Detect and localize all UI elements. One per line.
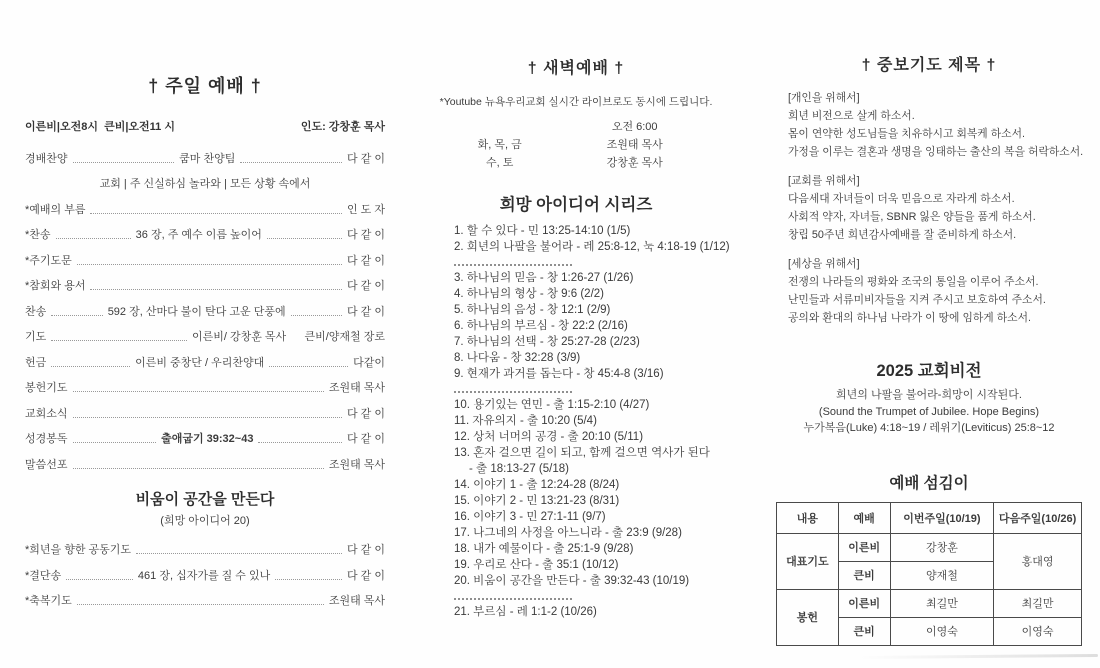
dot-leader <box>275 579 342 580</box>
vision-slogan-kr: 희년의 나팔을 불어라-희망이 시작된다. <box>836 389 1022 401</box>
cell-next-week: 이영숙 <box>994 617 1082 645</box>
dot-leader <box>77 264 342 265</box>
dot-leader <box>56 238 131 239</box>
order-who: 인 도 자 <box>347 203 385 216</box>
worship-servers-table <box>776 502 1082 646</box>
dotted-separator <box>454 255 572 270</box>
dot-leader <box>90 213 342 214</box>
series-title: 희망 아이디어 시리즈 <box>499 196 653 214</box>
series-item: 14. 이야기 1 - 출 12:24-28 (8/24) <box>454 479 620 491</box>
cell-next-week: 최길만 <box>994 589 1082 617</box>
dot-leader <box>73 442 157 443</box>
dot-leader <box>51 315 102 316</box>
dot-leader <box>73 417 342 418</box>
prayer-group-heading: [세상을 위해서] <box>788 258 860 270</box>
order-who: 다 같 이 <box>347 569 385 582</box>
order-who: 조원태 목사 <box>328 595 385 607</box>
vision-slogan-en: (Sound the Trumpet of Jubilee. Hope Begins) <box>818 405 1040 418</box>
order-label: *결단송 <box>25 569 62 582</box>
series-item: 10. 용기있는 연민 - 출 1:15-2:10 (4/27) <box>454 399 650 411</box>
col-header-next-week: 다음주일(10/26) <box>994 502 1082 533</box>
prayer-line: 몸이 연약한 성도님들을 치유하시고 회복케 하소서. <box>788 128 1026 140</box>
dawn-time: 오전 6:00 <box>611 121 658 133</box>
worship-order-list <box>25 140 385 472</box>
order-who: 다 같 이 <box>347 305 385 318</box>
col-header-service: 예배 <box>838 502 890 533</box>
series-item: 15. 이야기 2 - 민 13:21-23 (8/31) <box>454 495 620 507</box>
prayer-group-personal <box>772 89 1086 161</box>
order-who: 다 같 이 <box>347 544 385 556</box>
dawn-pastor: 조원태 목사 <box>606 139 663 151</box>
prayer-group-heading: [개인을 위해서] <box>788 92 860 104</box>
order-label: *축복기도 <box>25 595 72 607</box>
series-item: 16. 이야기 3 - 민 27:1-11 (9/7) <box>454 511 606 523</box>
dot-leader <box>73 468 324 469</box>
worship-servers-title: 예배 섬김이 <box>889 474 969 492</box>
order-row <box>25 557 385 583</box>
dawn-pastor: 강창훈 목사 <box>606 157 663 169</box>
cell-category: 봉헌 <box>777 589 839 645</box>
prayer-line: 희년 비전으로 살게 하소서. <box>788 110 915 122</box>
series-list <box>418 223 734 620</box>
series-item: 21. 부르심 - 레 1:1-2 (10/26) <box>454 606 597 618</box>
service-leader: 인도: 강창훈 목사 <box>300 121 385 133</box>
sermon-title-section <box>25 488 385 609</box>
dot-leader <box>73 162 175 163</box>
vision-title: 2025 교회비전 <box>876 362 982 380</box>
cell-this-week: 양재철 <box>890 561 994 589</box>
order-label: 기도 <box>25 331 47 343</box>
series-item-continuation: - 출 18:13-27 (5/18) <box>469 463 569 475</box>
worship-servers-section <box>772 471 1086 646</box>
order-who: 다같이 <box>353 356 385 369</box>
sermon-title: 비움이 공간을 만든다 <box>135 490 275 508</box>
closing-order-list <box>25 532 385 609</box>
intercessory-prayer-section <box>772 52 1086 646</box>
col-header-this-week: 이번주일(10/19) <box>890 502 994 533</box>
order-who: 다 같 이 <box>347 254 385 267</box>
order-detail: 592 장, 산마다 불이 탄다 고운 단풍에 <box>107 305 286 318</box>
order-who: 다 같 이 <box>347 407 385 420</box>
series-item: 4. 하나님의 형상 - 창 9:6 (2/2) <box>454 288 604 300</box>
order-who: 이른비/ 강창훈 목사 큰비/양재철 장로 <box>191 331 385 343</box>
order-detail: 이른비 중창단 / 우리찬양대 <box>135 356 265 369</box>
dot-leader <box>269 366 348 367</box>
order-label: 교회소식 <box>25 407 68 420</box>
series-item: 7. 하나님의 선택 - 창 25:27-28 (2/23) <box>454 336 640 348</box>
order-label: *희년을 향한 공동기도 <box>25 544 132 556</box>
dotted-separator <box>454 589 572 604</box>
order-label: *참회와 용서 <box>25 280 86 292</box>
dot-leader <box>267 238 342 239</box>
series-item: 18. 내가 예물이다 - 출 25:1-9 (9/28) <box>454 543 634 555</box>
prayer-line: 공의와 환대의 하나님 나라가 이 땅에 임하게 하소서. <box>788 312 1032 324</box>
dot-leader <box>90 289 342 290</box>
order-label: *찬송 <box>25 229 51 241</box>
dawn-schedule <box>441 117 711 171</box>
cell-this-week: 최길만 <box>890 589 994 617</box>
cell-service: 큰비 <box>838 561 890 589</box>
order-row <box>25 583 385 609</box>
order-row <box>25 370 385 396</box>
series-item: 11. 자유의지 - 출 10:20 (5/4) <box>454 415 597 427</box>
service-times-line <box>25 118 385 134</box>
order-detail: 36 장, 주 예수 이름 높이어 <box>135 229 262 241</box>
order-row <box>25 242 385 268</box>
dot-leader <box>77 604 324 605</box>
order-row <box>25 344 385 370</box>
dawn-schedule-row <box>441 135 711 153</box>
cell-service: 이른비 <box>838 533 890 561</box>
dot-leader <box>258 442 342 443</box>
order-row <box>25 319 385 345</box>
order-who: 다 같 이 <box>347 280 385 292</box>
prayer-line: 난민들과 서류미비자들을 지켜 주시고 보호하여 주소서. <box>788 294 1046 306</box>
service-times: 이른비|오전8시 큰비|오전11 시 <box>25 121 175 133</box>
prayer-group-church <box>772 172 1086 244</box>
order-label: *주기도문 <box>25 254 72 267</box>
series-item: 20. 비움이 공간을 만든다 - 출 39:32-43 (10/19) <box>454 575 690 587</box>
intercessory-prayer-title: † 중보기도 제목 † <box>861 57 997 74</box>
series-item: 13. 혼자 걸으면 길이 되고, 함께 걸으면 역사가 된다 <box>454 447 710 459</box>
series-item: 12. 상처 너머의 공경 - 출 20:10 (5/11) <box>454 431 644 443</box>
cell-service: 이른비 <box>838 589 890 617</box>
scripture-reading: 출애굽기 39:32~43 <box>161 433 254 445</box>
series-item: 1. 할 수 있다 - 민 13:25-14:10 (1/5) <box>454 225 631 237</box>
cell-service: 큰비 <box>838 617 890 645</box>
sunday-worship-section <box>25 72 385 608</box>
order-row <box>25 446 385 472</box>
dawn-worship-title: † 새벽예배 † <box>527 60 625 77</box>
prayer-line: 다음세대 자녀들이 더욱 믿음으로 자라게 하소서. <box>788 193 1015 205</box>
order-who: 조원태 목사 <box>328 382 385 394</box>
dot-leader <box>136 553 342 554</box>
dot-leader <box>73 391 324 392</box>
order-row <box>25 268 385 294</box>
dot-leader <box>240 162 342 163</box>
order-detail: 461 장, 십자가를 질 수 있나 <box>137 569 271 582</box>
cell-category: 대표기도 <box>777 533 839 589</box>
sunday-worship-title: † 주일 예배 † <box>148 76 262 96</box>
order-row <box>25 421 385 447</box>
order-label: 경배찬양 <box>25 152 68 165</box>
order-row <box>25 395 385 421</box>
dot-leader <box>51 340 187 341</box>
order-who: 다 같 이 <box>347 433 385 445</box>
order-label: 말씀선포 <box>25 458 68 471</box>
dot-leader <box>66 579 133 580</box>
series-item: 8. 나다움 - 창 32:28 (3/9) <box>454 352 581 364</box>
prayer-line: 창립 50주년 희년감사예배를 잘 준비하게 하소서. <box>788 229 1017 241</box>
dawn-schedule-row <box>441 153 711 171</box>
order-who: 다 같 이 <box>347 229 386 241</box>
order-label: 헌금 <box>25 356 47 369</box>
dotted-separator <box>454 382 572 397</box>
order-label: 성경봉독 <box>25 433 68 445</box>
prayer-group-world <box>772 255 1086 327</box>
series-item: 9. 현재가 과거를 돕는다 - 창 45:4-8 (3/16) <box>454 368 664 380</box>
prayer-line: 전쟁의 나라들의 평화와 조국의 통일을 이루어 주소서. <box>788 276 1039 288</box>
col-header-category: 내용 <box>777 502 839 533</box>
table-row <box>777 589 1082 617</box>
dawn-time-row <box>441 117 711 135</box>
order-label: 봉헌기도 <box>25 382 68 394</box>
order-label: 찬송 <box>25 305 47 318</box>
sermon-subtitle: (희망 아이디어 20) <box>160 514 250 527</box>
series-item: 17. 나그네의 사정을 아느니라 - 출 23:9 (9/28) <box>454 527 682 539</box>
order-row <box>25 140 385 166</box>
church-vision-section <box>772 357 1086 437</box>
cell-next-week: 홍대영 <box>994 533 1082 589</box>
prayer-group-heading: [교회를 위해서] <box>788 175 860 187</box>
dawn-worship-section <box>418 55 734 620</box>
prayer-line: 가정을 이루는 결혼과 생명을 잉태하는 출산의 복을 허락하소서. <box>788 146 1084 158</box>
order-detail: 쿰마 찬양팀 <box>179 152 236 165</box>
dot-leader <box>291 315 342 316</box>
table-header-row <box>777 502 1082 533</box>
scan-edge-shadow <box>858 654 1098 659</box>
dawn-days: 화, 목, 금 <box>477 139 522 151</box>
order-who: 조원태 목사 <box>328 458 385 471</box>
order-row <box>25 293 385 319</box>
cell-this-week: 강창훈 <box>890 533 994 561</box>
dawn-days: 수, 토 <box>486 157 514 169</box>
series-item: 5. 하나님의 음성 - 창 12:1 (2/9) <box>454 304 611 316</box>
cell-this-week: 이영숙 <box>890 617 994 645</box>
order-label: *예배의 부름 <box>25 203 86 216</box>
order-row <box>25 191 385 217</box>
hope-idea-series-section <box>418 191 734 620</box>
series-item: 2. 희년의 나팔을 불어라 - 레 25:8-12, 눅 4:18-19 (1/12) <box>454 241 730 253</box>
order-who: 다 같 이 <box>347 152 386 165</box>
vision-scripture: 누가복음(Luke) 4:18~19 / 레위기(Leviticus) 25:8~12 <box>803 422 1055 434</box>
order-row <box>25 532 385 558</box>
series-item: 6. 하나님의 부르심 - 창 22:2 (2/16) <box>454 320 628 332</box>
youtube-note: *Youtube 뉴욕우리교회 실시간 라이브로도 동시에 드립니다. <box>439 96 713 108</box>
order-row <box>25 217 385 243</box>
prayer-line: 사회적 약자, 자녀들, SBNR 잃은 양들을 품게 하소서. <box>788 211 1036 223</box>
series-item: 3. 하나님의 믿음 - 창 1:26-27 (1/26) <box>454 272 634 284</box>
series-item: 19. 우리로 산다 - 출 35:1 (10/12) <box>454 559 619 571</box>
order-row-centered <box>25 166 385 192</box>
dot-leader <box>51 366 130 367</box>
hymn-titles: 교회 | 주 신실하심 놀라와 | 모든 상황 속에서 <box>99 178 311 190</box>
table-row <box>777 533 1082 561</box>
